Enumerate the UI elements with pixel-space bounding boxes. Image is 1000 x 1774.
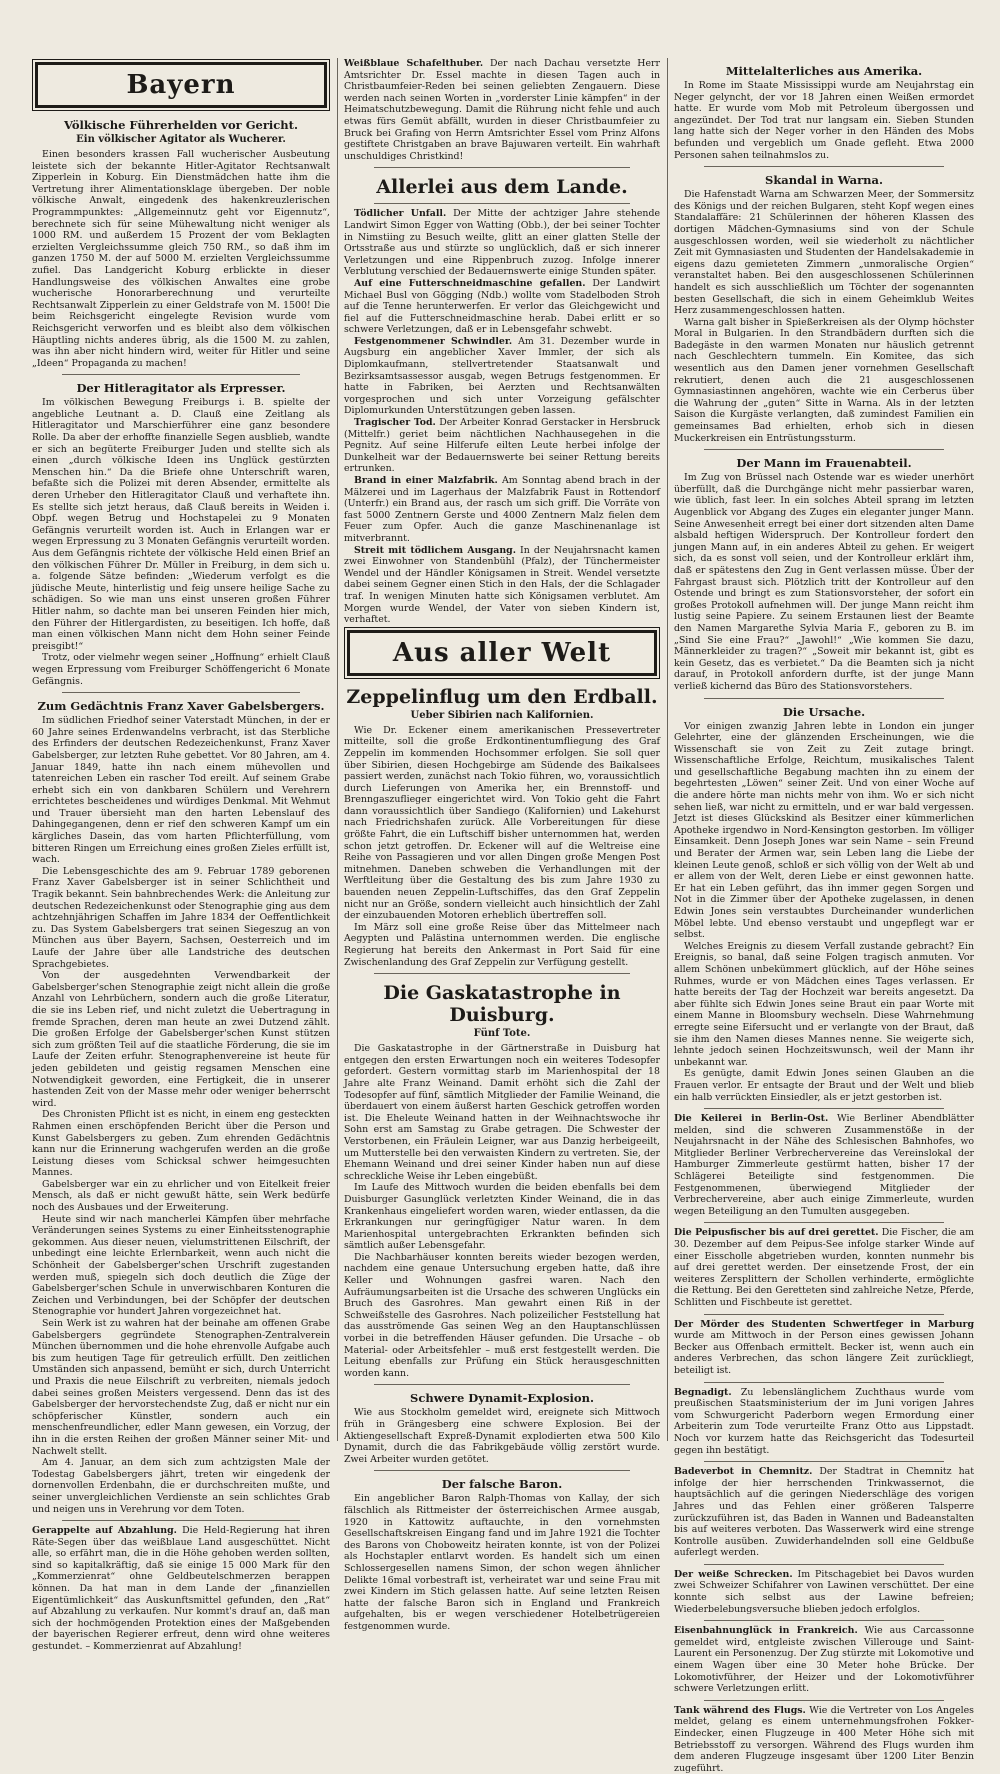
runin-heading: Gerappelte auf Abzahlung. — [32, 1525, 177, 1537]
runin-heading: Die Peipusfischer bis auf drei gerettet. — [674, 1227, 879, 1239]
section-title-bayern: Bayern — [35, 62, 327, 108]
article-paragraph — [674, 1569, 974, 1615]
article-paragraph — [674, 1113, 974, 1217]
article-paragraph: Die Lebensgeschichte des am 9. Februar 1789 geborenen Franz Xaver Gabelsberger ist in seiner Schlichtheit und Tragik bekannt. Sein bahnbrechendes Werk: die Anleitung zur deutschen Redezeichenkunst oder Stenographie ging aus dem achtzehnjährigen Schaffen im Jahre 1834 der Oeffentlichkeit zu. Das System Gabelsbergers trat seinen Siegeszug an von München aus über Bayern, Sachsen, Oesterreich und im Laufe der Jahre über alle Landstriche des deutschen Sprachgebietes. — [32, 865, 330, 970]
article-paragraph: Im März soll eine große Reise über das Mittelmeer nach Aegypten und Palästina unternommen werden. Die englische Regierung hat bereits den Ankermast in Port Said für eine Zwischenlandung des Graf Zeppelin zur Verfügung gestellt. — [344, 921, 660, 968]
divider — [704, 1314, 944, 1315]
article-amerika — [674, 64, 974, 161]
article-paragraph: Sein Werk ist zu wahren hat der beinahe am offenen Grabe Gabelsbergers gegründete Stenographen-Zentralverein München übernommen und die hohe ehrenvolle Aufgabe auch bis zum heutigen Tage für getreulich erfüllt. Den zeitlichen Umständen sich anpassend, bemüht er sich, durch Unterricht und Praxis die neue Eilschrift zu verbreiten, niemals jedoch dabei seines großen Meisters vergessend. Denn das ist des Gabelsberger der hervorstechendste Zug, daß er nicht nur ein schöpferischer Künstler, sondern auch ein menschenfreundlicher, edler Mann gewesen, ein Vorzug, der ihn in die ersten Reihen der großen Männer seiner Mit- und Nachwelt stellt. — [32, 1318, 330, 1457]
divider — [374, 167, 630, 168]
article — [32, 381, 330, 687]
short-note — [674, 1387, 974, 1457]
article-headline: Zeppelinflug um den Erdball. — [346, 685, 658, 708]
articles-lande — [344, 208, 660, 625]
article-paragraph: Welches Ereignis zu diesem Verfall zustande gebracht? Ein Ereignis, so banal, daß seine Folgen tragisch anmuten. Vor allem Schönen unbekümmert glücklich, auf der Höhe seines Ruhmes, wurde er von Mädchen eines Tages verlassen. Er hatte bereits der Tag der Hochzeit war bereits angesetzt. Da aber fühlte sich Edwin Jones seine Braut ein paar Worte mit einem Manne in Bloomsbury wechseln. Diese Wahrnehmung erregte seine Eifersucht und er verlangte von der Braut, daß sie ihm den Namen dieses Mannes nenne. Sie weigerte sich, lehnte jedoch seinen Hochzeitswunsch, weil der Mann ihr unbekannt war. — [674, 940, 974, 1068]
article-paragraph — [674, 1387, 974, 1457]
article-paragraph — [344, 417, 660, 475]
article-headline: Der Mann im Frauenabteil. — [736, 456, 912, 471]
article-warna — [674, 173, 974, 444]
article — [32, 699, 330, 1515]
short-notes — [674, 1113, 974, 1774]
column-rule — [337, 58, 338, 1441]
divider — [704, 1700, 944, 1701]
paragraph-text: Am 31. Dezember wurde in Augsburg ein angeblicher Xaver Immler, der sich als Diplomkaufmann, stellvertretender Staatsanwalt und Bezirksamtsassessor ausgab, wegen Betrugs festgenommen. Er hatte in Fabriken, bei Aerzten und Rechtsanwälten vorgesprochen und sich unter Vorzeigung gefälschter Diplomurkunden Unterstützungen geben lassen. — [344, 335, 661, 417]
article-duisburg — [344, 982, 660, 1379]
divider — [704, 698, 944, 699]
short-note — [674, 1466, 974, 1559]
article-paragraph — [674, 1705, 974, 1774]
divider — [374, 1470, 630, 1471]
article-paragraph — [344, 545, 660, 626]
article-headline: Der falsche Baron. — [441, 1477, 563, 1492]
article-headline: Zum Gedächtnis Franz Xaver Gabelsbergers. — [37, 699, 325, 714]
short-note — [674, 1569, 974, 1615]
article-paragraph — [344, 58, 660, 162]
article-paragraph: Heute sind wir nach mancherlei Kämpfen über mehrfache Veränderungen seines Systems zu einer Einheitsstenographie gekommen. Aus dieser neuen, vielumstrittenen Eilschrift, der unbedingt eine leichte Erlernbarkeit, wenn auch nicht die Schönheit der Gabelsberger'schen Urschrift zugestanden werden muß, spiegeln sich doch deutlich die Züge der Gabelsberger'schen Schule in unverwischbaren Konturen die Zeichen und Verbindungen, bei der Schöpfer der deutschen Stenographie vor hundert Jahren vorgezeichnet hat. — [32, 1213, 330, 1318]
paragraph-text: Der nach Dachau versetzte Herr Amtsrichter Dr. Essel machte in diesen Tagen auch in Christbaumfeier-Reden bei seinen geliebten Zengauern. Diese werden nach seinen Worten in „vorderster Linie kämpfen“ in der Heimatschutzbewegung. Damit die Rührung nicht fehle und auch etwas fürs Gemüt abfällt, wurden in dieser Christbaumfeier zu Bruck bei Grafing von Herrn Amtsrichter Essel vom Prinz Alfons gestiftete Christgaben an brave Bajuwaren verteilt. Ein wahrhaft unschuldiges Christkind! — [344, 58, 660, 162]
runin-heading: Tödlicher Unfall. — [354, 208, 447, 220]
article-paragraph: Die Nachbarhäuser konnten bereits wieder bezogen werden, nachdem eine genaue Untersuchung ergeben hatte, daß ihre Keller und Wohnungen gasfrei waren. Nach den Aufräumungsarbeiten ist die Ursache des schweren Unglücks ein Bruch des Gasrohres. Man gewahrt einen Riß in der Schweißstelle des Gasrohres. Nach polizeilicher Feststellung hat das ausströmende Gas seinen Weg an den Hauptanschlüssen vorbei in die betreffenden Häuser gefunden. Die Ursache – ob Material- oder Arbeitsfehler – muß erst festgestellt werden. Die Leitung ebenfalls zur Prüfung ein Stück herausgeschnitten worden kann. — [344, 1251, 660, 1379]
article-headline: Die Ursache. — [782, 704, 866, 719]
divider — [704, 449, 944, 450]
runin-heading: Weißblaue Schafelthuber. — [344, 58, 484, 69]
paragraph-text: Der Landwirt Michael Busl von Gögging (Ndb.) wollte vom Stadelboden Stroh auf die Tenne herunterwerfen. Er verlor das Gleichgewicht und fiel auf die Futterschneidmaschine herab. Dabei erlitt er so schwere Verletzungen, daß er in Lebensgefahr schwebt. — [344, 277, 660, 336]
runin-heading: Badeverbot in Chemnitz. — [674, 1466, 813, 1478]
article-schafelthuber — [344, 58, 660, 162]
runin-heading: Tank während des Flugs. — [674, 1704, 806, 1716]
paragraph-text: wurde am Mittwoch in der Person eines gewissen Johann Becker aus Offenbach ermittelt. Becker ist, wenn auch ein anderes Verbrechen, das schon längere Zeit zurückliegt, beteiligt ist. — [674, 1330, 974, 1376]
runin-heading: Tragischer Tod. — [354, 417, 436, 429]
runin-heading: Streit mit tödlichem Ausgang. — [354, 544, 516, 556]
article-paragraph — [344, 208, 660, 278]
article-paragraph: Ein angeblicher Baron Ralph-Thomas von Kallay, der sich fälschlich als Rittmeister der österreichischen Armee ausgab, 1920 in Kattowitz auftauchte, in den vornehmsten Gesellschaftskreisen Eingang fand und im Jahre 1921 die Tochter des Barons von Choboweitz heiraten konnte, ist von der Polizei als Hochstapler entlarvt worden. Es handelt sich um einen Schlossergesellen namens Simon, der schon wegen ähnlicher Delikte 16mal vorbestraft ist, verheiratet war und seine Frau mit zwei Kindern im Stich gelassen hatte. Auf seine letzten Reisen hatte der falsche Baron sich in England und Frankreich aufgehalten, bis er wegen verschiedener Hotelbetrügereien festgenommen wurde. — [344, 1493, 660, 1632]
article-paragraph: Trotz, oder vielmehr wegen seiner „Hoffnung“ erhielt Clauß wegen Erpressung vom Freiburger Schöffengericht 6 Monate Gefängnis. — [32, 652, 330, 687]
article-paragraph: Am 4. Januar, an dem sich zum achtzigsten Male der Todestag Gabelsbergers jährt, treten wir eingedenk der dornenvollen Erdenbahn, die er durchschreiten mußte, und seiner unvergleichlichen Verdienste an sein schlichtes Grab und neigen uns in Verehrung vor dem Toten. — [32, 1457, 330, 1515]
article-paragraph — [32, 1525, 330, 1653]
article-paragraph — [344, 336, 660, 417]
article-headline: Schwere Dynamit-Explosion. — [410, 1391, 594, 1406]
article-paragraph: Die Hafenstadt Warna am Schwarzen Meer, der Sommersitz des Königs und der reichen Bulgaren, steht Kopf wegen eines Standalaffäre: 21 Schülerinnen der höheren Klassen des dortigen Mädchen-Gymnasiums sind von der Schule ausgeschlossen worden, weil sie wiederholt zu nächtlicher Zeit mit Gymnasiasten und Studenten der Handelsakademie in eigens dazu gemieteten Zimmern „unmoralische Orgien“ veranstaltet haben. Bei den ausgeschlossenen Schülerinnen handelt es sich ausschließlich um Töchter der sogenannten besten Gesellschaft, die sich in einem Geheimklub Weites Herz zusammengeschlossen hatten. — [674, 189, 974, 317]
article-subhead: Ueber Sibirien nach Kalifornien. — [410, 709, 594, 721]
article — [32, 118, 330, 369]
article-paragraph: Die Gaskatastrophe in der Gärtnerstraße in Duisburg hat entgegen den ersten Erwartungen noch ein weiteres Todesopfer gefordert. Gestern vormittag starb im Marienhospital der 18 Jahre alte Franz Weinand. Damit erhöht sich die Zahl der Todesopfer auf fünf, sämtlich Mitglieder der Familie Weinand, die überdauert von einem äußerst harten Geschick getroffen worden ist. Die Eheleute Weinand hatten in der Weihnachtswoche ihr Sohn erst am Samstag zu Grabe getragen. Die Schwester der Verstorbenen, ein Fräulein Leigner, war aus Danzig herbeigeeilt, um Mutterstelle bei den verwaisten Kindern zu vertreten. Sie, der Ehemann Weinand und drei seiner Kinder haben nun auf diese schreckliche Weise ihr Leben eingebüßt. — [344, 1043, 660, 1182]
paragraph-text: Am Sonntag abend brach in der Mälzerei und im Lagerhaus der Malzfabrik Faust in Rottendorf (Unterfr.) ein Brand aus, der rasch um sich griff. Die Vorräte von fast 5000 Zentnern Gerste und 4000 Zentnern Malz fielen dem Feuer zum Opfer. Auch die ganze Maschinenanlage ist mitverbrannt. — [344, 475, 661, 544]
article-paragraph: Im völkischen Bewegung Freiburgs i. B. spielte der angebliche Leutnant a. D. Clauß eine Zeitlang als Hitleragitator und Marschierführer eine ganz besondere Rolle. Da aber der erhoffte finanzielle Segen ausblieb, wandte er sich an begüterte Freiburger Juden und stellte sich als einen „durch völkische Ideen ins Unglück gestürzten Menschen hin.“ Da die Briefe ohne Unterschrift waren, befaßte sich die Polizei mit deren Absender, ermittelte als deren Urheber den Hitleragitator Clauß und verhaftete ihn. Es stellte sich jetzt heraus, daß Clauß bereits in Weiden i. Obpf. wegen Betrug und Hochstapelei zu 9 Monaten Gefängnis verurteilt worden ist. Auch in Erlangen war er wegen Erpressung zu 3 Monaten Gefängnis verurteilt worden. Aus dem Gefängnis richtete der völkische Held einen Brief an den völkischen Führer Dr. Müller in Freiburg, in dem sich u. a. folgende Sätze befinden: „Wiederum verfolgt es die jüdische Meute, hinterlistig und feig unsere heilige Sache zu schädigen. So wie man uns einst unseren großen Führer Hitler nahm, so dachte man bei unseren Feinden hier mich, den Führer der Hitlergardisten, zu beseitigen. Ich hoffe, daß man einen völkischen Mann nicht dem Hohn seiner Feinde preisgibt!“ — [32, 397, 330, 652]
article-dynamit — [344, 1391, 660, 1465]
article-paragraph: Es genügte, damit Edwin Jones seinen Glauben an die Frauen verlor. Er entsagte der Braut und der Welt und blieb ein halb verrückten Einsiedler, als er jetzt gestorben ist. — [674, 1068, 974, 1103]
runin-heading: Begnadigt. — [674, 1386, 732, 1398]
article-subhead: Ein völkischer Agitator als Wucherer. — [76, 134, 286, 145]
articles-bayern — [32, 118, 330, 1653]
article-headline: Völkische Führerhelden vor Gericht. — [64, 118, 298, 132]
article-paragraph — [344, 278, 660, 336]
divider — [704, 1222, 944, 1223]
short-note — [674, 1113, 974, 1217]
paragraph-text: Im Pitschagebiet bei Davos wurden zwei Schweizer Schifahrer von Lawinen verschüttet. Der eine konnte sich selbst aus der Lawine befreien; Wiederbelebungsversuche blieben jedoch erfolglos. — [674, 1568, 974, 1615]
divider — [374, 1384, 630, 1385]
paragraph-text: Die Fischer, die am 30. Dezember auf dem Peipus-See infolge starker Winde auf einer Eisscholle abgetrieben wurden, konnten nunmehr bis auf drei gerettet werden. Der einsetzende Frost, der ein weiteres Zersplittern der Schollen verhinderte, ermöglichte die Rettung. Bei den Geretteten sind zahlreiche Netze, Pferde, Schlitten und Fischbeute ist gerettet. — [674, 1227, 974, 1308]
paragraph-text: Der Arbeiter Konrad Gerstacker in Hersbruck (Mittelfr.) geriet beim nächtlichen Nachhausegehen in die Pegnitz. Auf seine Hilferufe eilten Leute herbei infolge der Dunkelheit war der Bedauernswerte bei seiner Rettung bereits ertrunken. — [344, 417, 661, 475]
section-title-lande: Allerlei aus dem Lande. — [376, 176, 628, 199]
article-paragraph — [344, 475, 660, 545]
article-lande — [344, 208, 660, 625]
divider — [704, 1564, 944, 1565]
article-baron — [344, 1477, 660, 1632]
article-paragraph — [674, 1466, 974, 1559]
divider — [374, 973, 630, 974]
column-middle — [344, 58, 661, 1632]
paragraph-text: In der Neujahrsnacht kamen zwei Einwohner von Standenbühl (Pfalz), der Tünchermeister Wendel und der Händler Königsamen in Streit. Wendel versetzte dabei seinem Gegner einen Stich in den Hals, der die Schlagader traf. In wenigen Minuten hatte sich Königsamen verblutet. Am Morgen wurde Wendel, der Vater von sieben Kindern ist, verhaftet. — [344, 544, 660, 626]
divider — [704, 1108, 944, 1109]
article-paragraph: Vor einigen zwanzig Jahren lebte in London ein junger Gelehrter, eine der glänzenden Erscheinungen, wie die Wissenschaft sie von Zeit zu Zeit zutage bringt. Wissenschaftliche Erfolge, Reichtum, musikalisches Talent und gesellschaftliche Begabung machten ihn zu einem der begehrtesten „Löwen“ seiner Zeit. Und von einer Woche auf die andere hörte man nichts mehr von ihm. Wo er sich nicht sehen ließ, war nicht zu ermitteln, und er war bald vergessen. Jetzt ist dieses Glückskind als Besitzer einer kümmerlichen Apotheke irgendwo in Nord-Kensington gestorben. Im völliger Einsamkeit. Denn Joseph Jones war sein Name – sein Freund und Berater der Armen war, sein Leben lang die Liebe der kleinen Leute genoß, schloß er sich völlig von der Welt ab und er allem von der Welt, deren Liebe er einst gewonnen hatte. Er hat ein Leben geführt, das ihn immer gegen Sorgen und Not in die Zimmer über der Apotheke zugelassen, in denen Edwin Jones sein verstaubtes Durcheinander wunderlichen Möbel lebte. Und ebenso verstaubt und ungepflegt war er selbst. — [674, 720, 974, 941]
runin-heading: Auf eine Futterschneidmaschine gefallen. — [354, 277, 586, 289]
column-right — [674, 58, 975, 1774]
article-subhead: Fünf Tote. — [473, 1028, 531, 1040]
paragraph-text: Wie die Vertreter von Los Angeles meldet, gelang es einem unternehmungsfrohen Fokker-Eindecker, einen Flugzeuge in 400 Meter Höhe sich mit Betriebsstoff zu versorgen. Während des Flugs wurden ihm dem anderen Flugzeuge insgesamt über 1200 Liter Benzin zugeführt. — [674, 1704, 974, 1774]
divider — [704, 1461, 944, 1462]
divider — [62, 1520, 300, 1521]
paragraph-text: Zu lebenslänglichem Zuchthaus wurde vom preußischen Staatsministerium der im Juni vorigen Jahres vom Schwurgericht Paderborn wegen Ermordung einer Arbeiterin zum Tode verurteilte Franz Otto aus Lippstadt. Noch vor kurzem hatte das Reichsgericht das Todesurteil gegen ihn bestätigt. — [674, 1386, 974, 1456]
divider — [62, 692, 300, 693]
divider — [62, 374, 300, 375]
article-paragraph: Wie Dr. Eckener einem amerikanischen Pressevertreter mitteilte, soll die große Erdkontinentumfliegung des Graf Zeppelin im kommenden Hochsommer erfolgen. Sie soll quer über Sibirien, diesen Hochgebirge am Südende des Baikalsees passiert werden, zunächst nach Tokio führen, wo, voraussichtlich durch Lieferungen von Amerika her, ein Brennstoff- und Brenngaszuflieger eingerichtet wird. Von Tokio geht die Fahrt dann voraussichtlich über Sandiego (Kalifornien) und Lakehurst nach Friedrichshafen zurück. Alle Vorbereitungen für diese größte Fahrt, die ein Luftschiff bisher unternommen hat, werden schon jetzt getroffen. Dr. Eckener will auf die Weltreise eine Reihe von Passagieren und vor allen Dingen große Mengen Post mitnehmen. Daneben schweben die Verhandlungen mit der Werftleitung über die Gestaltung des bis zum Jahre 1930 zu bauenden neuen Zeppelin-Luftschiffes, das den Graf Zeppelin nicht nur an Größe, sondern vielleicht auch hinsichtlich der Zahl der einzubauenden Motoren erheblich übertreffen soll. — [344, 724, 660, 922]
divider — [374, 203, 630, 204]
article-paragraph: Einen besonders krassen Fall wucherischer Ausbeutung leistete sich der bekannte Hitler-Agitator Rechtsanwalt Zipperlein in Koburg. Ein Dienstmädchen hatte ihm die Vertretung ihrer Alimentationsklage übergeben. Der noble völkische Anwalt, eingedenk des hakenkreuzlerischen Programmpunktes: „Allgemeinnutz geht vor Eigennutz“, berechnete sich für seine Mühewaltung nicht weniger als 1000 RM. und außerdem 15 Prozent der vom Beklagten erzielten Vergleichssumme gleich 750 RM., so daß ihm im ganzen 1750 M. der auf 5000 M. erzielten Vergleichssumme zufiel. Das Landgericht Koburg erblickte in dieser Handlungsweise des völkischen Anwaltes eine grobe wucherische Honorarberechnung und verurteilte Rechtsanwalt Zipperlein zu einer Geldstrafe von M. 1500! Die beim Reichsgericht eingelegte Revision wurde vom Reichsgericht verworfen und es bleibt also dem völkischen Häuptling nichts anderes übrig, als die 1500 M. zu zahlen, was ihn aber nicht hindern wird, weiter für Hitler und seine „Ideen“ Propaganda zu machen! — [32, 149, 330, 369]
article-paragraph: Im Laufe des Mittwoch wurden die beiden ebenfalls bei dem Duisburger Gasunglück verletzten Kinder Weinand, die in das Krankenhaus eingeliefert worden waren, wieder entlassen, da die Erkrankungen nur geringfügiger Natur waren. In dem Marienhospital untergebrachten Erkrankten befinden sich sämtlich außer Lebensgefahr. — [344, 1182, 660, 1252]
article-frauenabteil — [674, 456, 974, 692]
article-paragraph — [674, 1625, 974, 1695]
divider — [704, 1382, 944, 1383]
article-paragraph: Im südlichen Friedhof seiner Vaterstadt München, in der er 60 Jahre seines Erdenwandelns verbracht, ist das Sterbliche des Erfinders der deutschen Redezeichenkunst, Franz Xaver Gabelsberger, zur letzten Ruhe gebettet. Vor 80 Jahren, am 4. Januar 1849, hatte ihn nach einem mühevollen und tatenreichen Leben ein rascher Tod ereilt. Auf seinem Grabe erhebt sich ein von dankbaren Schülern und Verehrern errichtetes bescheidenes und würdiges Denkmal. Mit Wehmut und Trauer übersieht man den harten Lebenslauf des Dahingegangenen, denn er rief den schweren Kampf um ein kärgliches Dasein, das vom harten Pflichterfüllung, vom bitteren Ringen um Erreichung eines großen Zieles erfüllt ist, wach. — [32, 715, 330, 866]
article-headline: Mittelalterliches aus Amerika. — [725, 64, 923, 78]
article-paragraph: In Rome im Staate Mississippi wurde am Neujahrstag ein Neger gelyncht, der vor 18 Jahren einen Weißen ermordet hatte. Er wurde vom Mob mit Petroleum übergossen und angezündet. Der Tod trat nur langsam ein. Sieben Stunden lang hatte sich der Neger vorher in den Händen des Mobs befunden und vergeblich um Gnade gefleht. Etwa 2000 Personen sahen teilnahmslos zu. — [674, 80, 974, 161]
divider — [704, 166, 944, 167]
article-headline: Der Hitleragitator als Erpresser. — [76, 381, 286, 396]
column-rule — [667, 58, 668, 1441]
runin-heading: Festgenommener Schwindler. — [354, 335, 513, 347]
runin-heading: Eisenbahnunglück in Frankreich. — [674, 1625, 858, 1637]
runin-heading: Der Mörder des Studenten Schwertfeger in Marburg — [674, 1318, 974, 1330]
paragraph-text: Der Mitte der achtziger Jahre stehende Landwirt Simon Egger von Watting (Obb.), der bei seiner Tochter in Nimstiing zu Besuch weilte, glitt an einer glatten Stelle der Ortsstraße aus und stürzte so unglücklich, daß er sich innerer Verletzungen und eine Rippenbruch zuzog. Infolge innerer Verblutung verschied der Bedauernswerte einige Stunden später. — [344, 208, 660, 278]
runin-heading: Der weiße Schrecken. — [674, 1568, 793, 1580]
article-paragraph: Des Chronisten Pflicht ist es nicht, in einem eng gesteckten Rahmen einen erschöpfenden Bericht über die Person und Kunst Gabelsbergers zu geben. Zum ehrenden Gedächtnis kann nur die Erinnerung wachgerufen werden an die große Leistung dieses vom Schicksal schwer heimgesuchten Mannes. — [32, 1109, 330, 1179]
article-paragraph: Warna galt bisher in Spießerkreisen als der Olymp höchster Moral in Bulgarien. In den Strandbädern durften sich die Badegäste in den warmen Monaten nur häuslich getrennt nach Geschlechtern tummeln. Ein Komitee, das sich wesentlich aus den Damen jener vornehmen Gesellschaft rekrutiert, denen auch die 21 ausgeschlossenen Gymnasiastinnen angehören, wachte wie ein Cerberus über die Wahrung der „guten“ Sitte in Warna. Als in der letzten Saison die Kurgäste verlangten, daß zumindest Familien ein gemeinsames Bad erhielten, erhob sich in diesen Muckerkreisen ein Entrüstungssturm. — [674, 316, 974, 444]
section-title-welt: Aus aller Welt — [347, 630, 657, 676]
paragraph-text: Wie aus Carcassonne gemeldet wird, entgleiste zwischen Villerouge und Saint-Laurent ein Personenzug. Der Zug stürzte mit Lokomotive und einem Wagen über eine 30 Meter hohe Brücke. Der Lokomotivführer, der Heizer und der Lokomotivführer schwere Verletzungen erlitt. — [674, 1625, 974, 1695]
article-zeppelin — [344, 686, 660, 968]
article-ursache — [674, 705, 974, 1104]
article-headline: Skandal in Warna. — [765, 173, 883, 188]
article-paragraph: Im Zug von Brüssel nach Ostende war es wieder unerhört überfüllt, daß die Durchgänge nicht mehr passierbar waren, wie üblich, fast leer. In ein solches Abteil sprang im letzten Augenblick vor Abgang des Zuges ein eleganter junger Mann. Seine Anwesenheit erregt bei einer dort sitzenden alten Dame alsbald heftigen Widerspruch. Der Kontrolleur fordert den jungen Mann auf, in ein anderes Abteil zu gehen. Er weigert sich, da es sonst voll seien, und der Kontrolleur erklärt ihm, daß er spätestens den Zug in Gent verlassen müsse. Über der Fahrgast braust sich. Plötzlich tritt der Kontrolleur auf den Ostende und bringt es zum Stationsvorsteher, der sofort ein großes Protokoll aufnehmen will. Der junge Mann reicht ihm lustig seine Papiere. Zu seinem Erstaunen liest der Beamte den Namen Margarethe Sylvia Maria F., geboren zu B. im „Sind Sie eine Frau?“ „Jawohl!“ „Wie kommen Sie dazu, Männerkleider zu tragen?“ „Soweit mir bekannt ist, gibt es kein Gesetz, das es verbietet.“ Da die Beamten sich ja nicht darauf, in Protokoll anfordern durfte, ist der junge Mann verließ kichernd das Büro des Stationsvorstehers. — [674, 472, 974, 692]
article-paragraph: Gabelsberger war ein zu ehrlicher und von Eitelkeit freier Mensch, als daß er nicht gewußt hätte, sein Werk bedürfe noch des Ausbaues und der Erweiterung. — [32, 1178, 330, 1214]
article — [32, 1525, 330, 1653]
article-paragraph — [674, 1227, 974, 1308]
runin-heading: Brand in einer Malzfabrik. — [354, 475, 498, 486]
article-headline: Die Gaskatastrophe in Duisburg. — [383, 982, 621, 1027]
paragraph-text: Die Held-Regierung hat ihren Räte-Segen über das weißblaue Land ausgeschüttet. Nicht alle, so erfährt man, die in die Höhe gehoben werden sollten, sind so kapitalkräftig, daß sie einige 15 000 Mark für den „Kommerzienrat“ ohne Geldbeutelschmerzen berappen können. Da hat man in dem Lande der „finanziellen Eigentümlichkeit“ das Auskunftsmittel gefunden, den „Rat“ auf Abzahlung zu verkaufen. Nur kommt's drauf an, daß man sich der hochmögenden Protektion eines der Maßgebenden der bayerischen Regierer erfreut, denn wird ohne weiteres gestundet. – Kommerzienrat auf Abzahlung! — [32, 1525, 330, 1653]
short-note — [674, 1227, 974, 1308]
runin-heading: Die Keilerei in Berlin-Ost. — [674, 1113, 829, 1125]
divider — [704, 1620, 944, 1621]
short-note — [674, 1625, 974, 1695]
article-paragraph: Wie aus Stockholm gemeldet wird, ereignete sich Mittwoch früh in Grängesberg eine schwere Explosion. Bei der Aktiengesellschaft Expreß-Dynamit explodierten etwa 500 Kilo Dynamit, durch die das Fabrikgebäude völlig zerstört wurde. Zwei Arbeiter wurden getötet. — [344, 1407, 660, 1465]
article-paragraph — [674, 1319, 974, 1377]
paragraph-text: Wie Berliner Abendblätter melden, sind die schweren Zusammenstöße in der Neujahrsnacht in der Nähe des Schlesischen Bahnhofes, wo Mitglieder Berliner Verbrechervereine das Vereinslokal der Hamburger Zimmerleute gestürmt hatten, bisher 17 der Schlägerei Beteiligte sind festgenommen. Die Festgenommenen, überwiegend Mitglieder der Verbrechervereine, aber auch einige Zimmerleute, wurden wegen Beteiligung an den Tumulten ausgegeben. — [674, 1113, 975, 1217]
column-left — [32, 58, 330, 1653]
short-note — [674, 1705, 974, 1774]
short-note — [674, 1319, 974, 1377]
article-paragraph: Von der ausgedehnten Verwendbarkeit der Gabelsberger'schen Stenographie zeigt nicht allein die große Anzahl von Lehrbüchern, sondern auch die große Literatur, die sie ins Leben rief, und nicht zuletzt die Uebertragung in fremde Sprachen, deren man heute an zwei Dutzend zählt. Die großen Erfolge der Gabelsberger'schen Kunst stützen sich zum größten Teil auf die staatliche Förderung, die sie im Laufe der Zeiten erfuhr. Stenographenvereine ist heute für jeden gebildeten und geistig regsamen Menschen eine Notwendigkeit geworden, eine Fertigkeit, die in unserer hastenden Zeit von der Masse mehr oder weniger beherrscht wird. — [32, 970, 330, 1109]
paragraph-text: Der Stadtrat in Chemnitz hat infolge der hier herrschenden Trinkwassernot, die hauptsächlich auf die geringen Niederschläge des vorigen Jahres und das Fehlen einer größeren Talsperre zurückzuführen ist, das Baden in Wannen und Badeanstalten bis auf weiteres verboten. Das Wasserwerk wird eine strenge Kontrolle ausüben. Zuwiderhandelnden soll eine Geldbuße auferlegt werden. — [674, 1466, 974, 1559]
